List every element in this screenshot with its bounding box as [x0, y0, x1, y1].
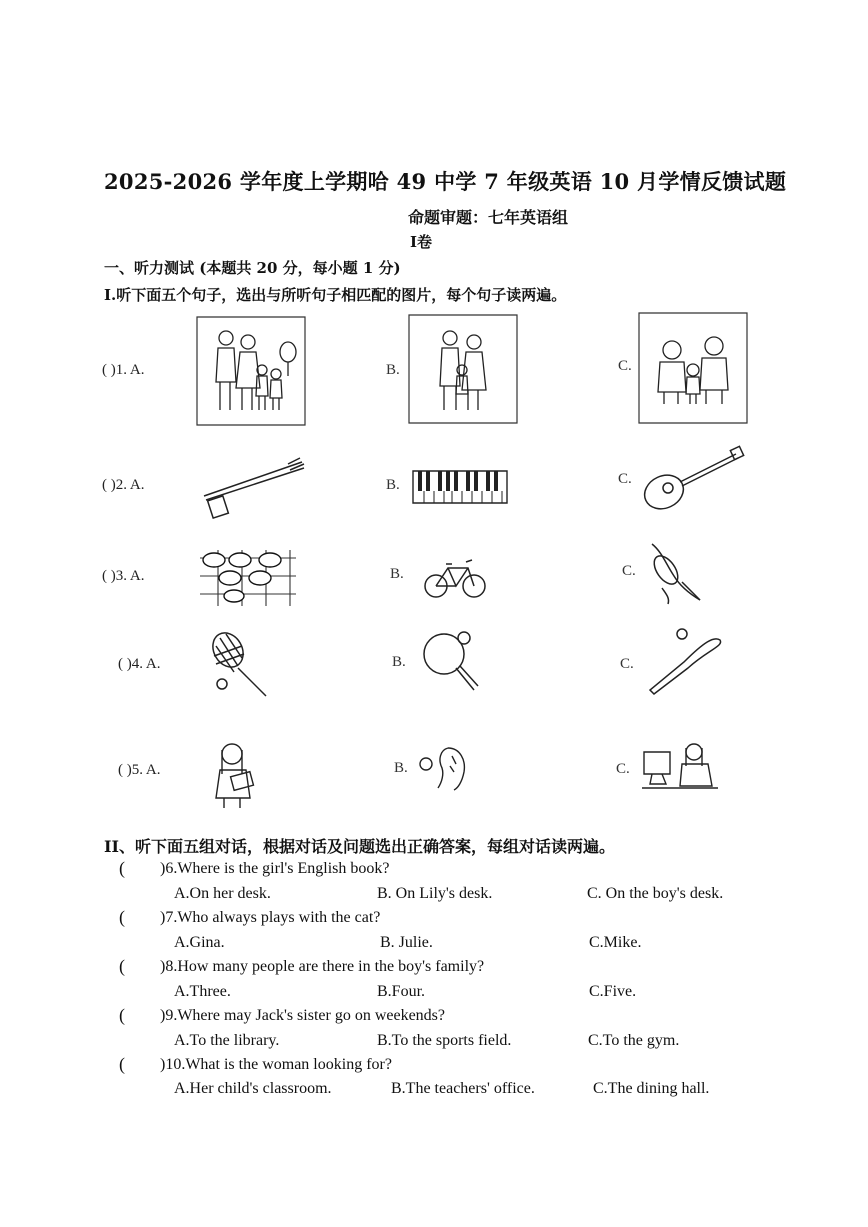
family-with-child-icon: [408, 314, 518, 424]
girl-profile-icon: [418, 742, 470, 792]
question-label: ( )2. A.: [102, 477, 145, 493]
answer-bracket: (: [119, 907, 125, 927]
question-label: ( )4. A.: [118, 656, 161, 672]
guitar-icon: [640, 446, 744, 514]
question-text: )7.Who always plays with the cat?: [160, 909, 381, 926]
woman-at-computer-icon: [640, 740, 720, 796]
baseball-bat-icon: [644, 628, 726, 698]
option-b: B.To the sports field.: [377, 1032, 512, 1049]
grandparents-with-child-icon: [638, 312, 748, 424]
option-c: C.Mike.: [589, 934, 642, 951]
option-b: B. Julie.: [380, 934, 433, 951]
question-text: )6.Where is the girl's English book?: [160, 860, 390, 877]
listening-instruction: I.听下面五个句子，选出与所听句子相匹配的图片，每个句子读两遍。: [104, 286, 567, 304]
question-text: )8.How many people are there in the boy's family?: [160, 958, 485, 975]
piano-keyboard-icon: [412, 470, 508, 504]
answer-bracket: (: [119, 1054, 125, 1074]
listening-section-heading: 一、听力测试 (本题共 20 分，每小题 1 分): [104, 259, 401, 277]
family-of-four-icon: [196, 316, 306, 426]
bicycle-icon: [422, 554, 488, 600]
answer-bracket: (: [119, 956, 125, 976]
option-b-label: B.: [392, 654, 406, 670]
option-b-label: B.: [386, 477, 400, 493]
question-label: ( )1. A.: [102, 362, 145, 378]
option-b: B.The teachers' office.: [391, 1080, 535, 1097]
erhu-icon: [200, 456, 308, 520]
option-c-label: C.: [622, 563, 636, 579]
option-c: C.The dining hall.: [593, 1080, 710, 1097]
option-a: A.Three.: [174, 983, 231, 1000]
option-a: A.Gina.: [174, 934, 225, 951]
exam-byline: 命题审题：七年英语组: [408, 208, 569, 227]
option-b-label: B.: [386, 362, 400, 378]
option-a: A.To the library.: [174, 1032, 280, 1049]
dialogue-section-heading: II、听下面五组对话，根据对话及问题选出正确答案，每组对话读两遍。: [104, 837, 615, 856]
tennis-racket-icon: [208, 628, 272, 700]
option-c: C.To the gym.: [588, 1032, 680, 1049]
violin-icon: [646, 538, 708, 606]
option-c-label: C.: [618, 358, 632, 374]
answer-bracket: (: [119, 1005, 125, 1025]
question-text: )10.What is the woman looking for?: [160, 1056, 392, 1073]
option-a: A.On her desk.: [174, 885, 271, 902]
option-b: B.Four.: [377, 983, 426, 1000]
girl-reading-icon: [208, 740, 258, 810]
volume-label: I卷: [410, 233, 433, 251]
question-text: )9.Where may Jack's sister go on weekends?: [160, 1007, 446, 1024]
exam-title: 2025-2026 学年度上学期哈 49 中学 7 年级英语 10 月学情反馈试题: [104, 169, 787, 194]
chinese-chess-icon: [198, 548, 298, 608]
ping-pong-paddle-icon: [418, 628, 480, 694]
option-c: C.Five.: [589, 983, 637, 1000]
option-c: C. On the boy's desk.: [587, 885, 724, 902]
question-label: ( )5. A.: [118, 762, 161, 778]
option-c-label: C.: [620, 656, 634, 672]
option-a: A.Her child's classroom.: [174, 1080, 332, 1097]
answer-bracket: (: [119, 858, 125, 878]
option-b-label: B.: [394, 760, 408, 776]
option-c-label: C.: [618, 471, 632, 487]
option-c-label: C.: [616, 761, 630, 777]
question-label: ( )3. A.: [102, 568, 145, 584]
option-b-label: B.: [390, 566, 404, 582]
option-b: B. On Lily's desk.: [377, 885, 493, 902]
